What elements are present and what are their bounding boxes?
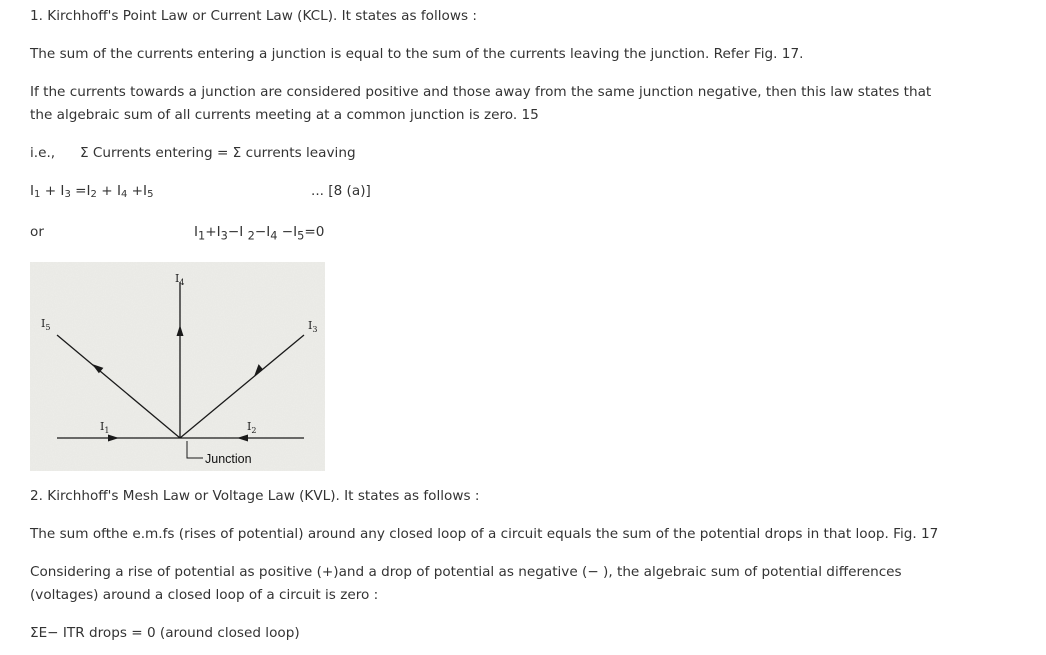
- eq-term: I: [194, 224, 199, 240]
- label-junction: Junction: [205, 452, 252, 466]
- junction-diagram: [30, 262, 325, 471]
- ie-label: i.e.,: [30, 145, 56, 161]
- ie-equation: Σ Currents entering = Σ currents leaving: [80, 145, 356, 161]
- eq-subscript: 2: [90, 189, 97, 200]
- kcl-sign-convention-line-2: the algebraic sum of all currents meeting at a common junction is zero. 15: [30, 107, 539, 123]
- eq-term: + I: [96, 183, 121, 199]
- label-i4: $I_4$: [175, 272, 185, 287]
- eq-subscript: 1: [34, 189, 41, 200]
- eq-subscript: 3: [64, 189, 71, 200]
- eq-term: +I: [205, 224, 221, 240]
- equation-8a-alternate: [194, 221, 324, 248]
- eq-term: =I: [70, 183, 91, 199]
- label-i5: $I_5$: [41, 317, 51, 332]
- eq-subscript: 4: [120, 189, 128, 200]
- eq-term: + I: [40, 183, 65, 199]
- eq-subscript: 5: [147, 189, 154, 200]
- label-i3: $I_3$: [308, 319, 318, 334]
- kvl-sign-convention-line-2: (voltages) around a closed loop of a circuit is zero :: [30, 587, 379, 603]
- eq-subscript: 2: [247, 228, 255, 243]
- eq-subscript: 3: [220, 228, 228, 243]
- kcl-sign-convention-line-1: If the currents towards a junction are considered positive and those away from the same junction negative, then this law states that: [30, 84, 932, 100]
- eq-term: =0: [304, 224, 325, 240]
- or-label: or: [30, 224, 44, 240]
- junction-figure: [30, 262, 325, 471]
- eq-subscript: 5: [297, 228, 305, 243]
- label-i1: $I_1$: [100, 420, 110, 435]
- equation-8a: [30, 180, 153, 203]
- eq-subscript: 4: [270, 228, 278, 243]
- label-i2: $I_2$: [247, 420, 257, 435]
- kcl-heading: 1. Kirchhoff's Point Law or Current Law (KCL). It states as follows :: [30, 8, 477, 24]
- kvl-sign-convention-line-1: Considering a rise of potential as positive (+)and a drop of potential as negative (− ), the algebraic sum of potential differences: [30, 564, 902, 580]
- kcl-statement: The sum of the currents entering a junction is equal to the sum of the currents leaving the junction. Refer Fig. 17.: [30, 46, 804, 62]
- eq-term: +I: [127, 183, 148, 199]
- eq-term: −I: [227, 224, 248, 240]
- kvl-statement: The sum ofthe e.m.fs (rises of potential) around any closed loop of a circuit equals the sum of the potential drops in that loop. Fig. 17: [30, 526, 939, 542]
- eq-subscript: 1: [198, 228, 206, 243]
- paper-texture: [30, 262, 325, 471]
- equation-reference: ... [8 (a)]: [311, 183, 371, 199]
- eq-term: −I: [277, 224, 298, 240]
- eq-term: −I: [254, 224, 271, 240]
- kvl-heading: 2. Kirchhoff's Mesh Law or Voltage Law (KVL). It states as follows :: [30, 488, 480, 504]
- kvl-equation: ΣE− ITR drops = 0 (around closed loop): [30, 625, 300, 641]
- eq-term: I: [30, 183, 35, 199]
